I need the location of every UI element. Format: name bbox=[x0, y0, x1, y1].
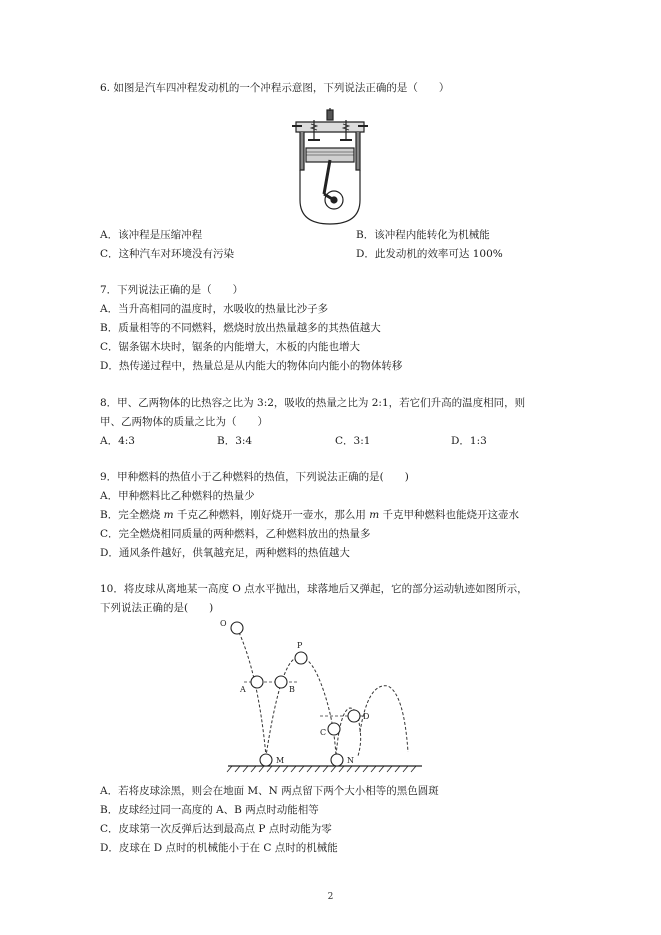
q7-option-c[interactable]: C．锯条锯木块时，锯条的内能增大，木板的内能也增大 bbox=[100, 341, 361, 353]
q10-option-b[interactable]: B．皮球经过同一高度的 A、B 两点时动能相等 bbox=[100, 804, 319, 816]
q9-option-d[interactable]: D．通风条件越好，供氧越充足，两种燃料的热值越大 bbox=[100, 547, 350, 559]
q9-option-b-pre: B．完全燃烧 bbox=[100, 509, 164, 521]
q9-option-b[interactable] bbox=[100, 508, 519, 522]
ball-p bbox=[295, 652, 307, 664]
q10-option-a[interactable]: A．若将皮球涂黑，则会在地面 M、N 两点留下两个大小相等的黑色圆斑 bbox=[100, 785, 439, 797]
q9-option-b-post: 千克甲种燃料也能烧开这壶水 bbox=[379, 509, 520, 521]
ball-b bbox=[275, 676, 287, 688]
ball-trajectory-figure bbox=[200, 612, 440, 780]
engine-stroke-figure bbox=[290, 108, 370, 226]
label-m: M bbox=[276, 756, 285, 765]
q6-option-d[interactable]: D．此发动机的效率可达 100% bbox=[356, 248, 503, 260]
q10-stem-line1: 10．将皮球从离地某一高度 O 点水平抛出，球落地后又弹起，它的部分运动轨迹如图所示， bbox=[100, 583, 528, 595]
q8-stem-line1: 8．甲、乙两物体的比热容之比为 3:2，吸收的热量之比为 2:1，若它们升高的温度相同，则 bbox=[100, 397, 526, 409]
label-a: A bbox=[240, 685, 246, 694]
q7-option-a[interactable]: A．当升高相同的温度时，水吸收的热量比沙子多 bbox=[100, 303, 329, 315]
ball-d bbox=[348, 710, 360, 722]
q8-option-a[interactable]: A．4:3 bbox=[100, 435, 135, 447]
q9-option-b-var-m2: m bbox=[369, 509, 380, 521]
label-d: D bbox=[363, 712, 370, 721]
q6-option-a[interactable]: A．该冲程是压缩冲程 bbox=[100, 229, 203, 241]
q10-stem-line2: 下列说法正确的是( ) bbox=[100, 602, 214, 614]
q8-stem-line2: 甲、乙两物体的质量之比为（ ） bbox=[100, 416, 268, 428]
q7-option-b[interactable]: B．质量相等的不同燃料，燃烧时放出热量越多的其热值越大 bbox=[100, 322, 381, 334]
label-c: C bbox=[320, 728, 327, 737]
ball-m bbox=[260, 754, 272, 766]
q9-option-c[interactable]: C．完全燃烧相同质量的两种燃料，乙种燃料放出的热量多 bbox=[100, 528, 371, 540]
ball-a bbox=[251, 676, 263, 688]
q6-option-b[interactable]: B．该冲程内能转化为机械能 bbox=[356, 229, 490, 241]
q7-stem: 7．下列说法正确的是（ ） bbox=[100, 284, 244, 296]
ball-o bbox=[231, 622, 243, 634]
q9-option-a[interactable]: A．甲种燃料比乙种燃料的热量少 bbox=[100, 490, 255, 502]
q9-option-b-var-m1: m bbox=[163, 509, 174, 521]
label-o: O bbox=[220, 619, 227, 628]
q10-option-d[interactable]: D．皮球在 D 点时的机械能小于在 C 点时的机械能 bbox=[100, 842, 338, 854]
q10-option-c[interactable]: C．皮球第一次反弹后达到最高点 P 点时动能为零 bbox=[100, 823, 332, 835]
label-n: N bbox=[347, 756, 354, 765]
q9-option-b-mid: 千克乙种燃料，刚好烧开一壶水，那么用 bbox=[173, 509, 370, 521]
q9-stem: 9．甲种燃料的热值小于乙种燃料的热值，下列说法正确的是( ) bbox=[100, 471, 409, 483]
ball-n bbox=[331, 754, 343, 766]
page-number: 2 bbox=[327, 892, 334, 902]
q6-stem: 6. 如图是汽车四冲程发动机的一个冲程示意图，下列说法正确的是（ ） bbox=[100, 82, 450, 94]
q8-option-d[interactable]: D．1:3 bbox=[451, 435, 487, 447]
label-b: B bbox=[289, 685, 295, 694]
q7-option-d[interactable]: D．热传递过程中，热量总是从内能大的物体向内能小的物体转移 bbox=[100, 360, 403, 372]
q8-option-c[interactable]: C．3:1 bbox=[335, 435, 371, 447]
q8-option-b[interactable]: B．3:4 bbox=[217, 435, 253, 447]
q6-option-c[interactable]: C．这种汽车对环境没有污染 bbox=[100, 248, 235, 260]
ball-c bbox=[328, 723, 340, 735]
label-p: P bbox=[297, 641, 303, 650]
